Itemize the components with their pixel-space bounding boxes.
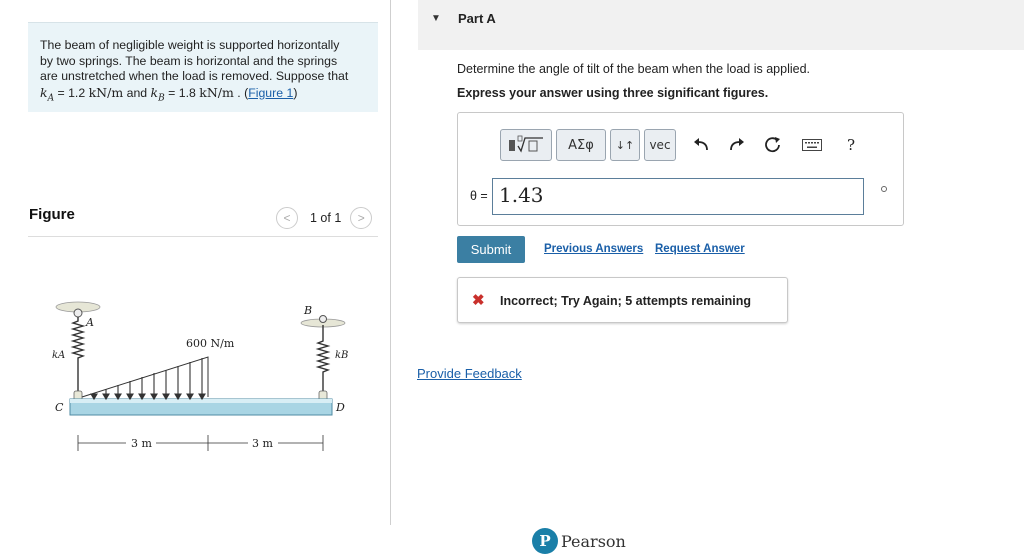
provide-feedback-link[interactable]: Provide Feedback — [417, 366, 522, 381]
dim-right-label: 3 m — [252, 437, 273, 450]
vec-label: vec — [649, 138, 671, 152]
answer-box — [457, 112, 904, 226]
collapse-caret-icon[interactable]: ▼ — [431, 13, 441, 24]
figure-divider — [28, 236, 378, 237]
label-kb: kB — [335, 350, 349, 361]
label-a: A — [86, 316, 94, 329]
load-label: 600 N/m — [186, 337, 235, 350]
feedback-message: Incorrect; Try Again; 5 attempts remaining — [500, 294, 751, 308]
answer-input[interactable]: 1.43 — [492, 178, 864, 215]
load-arrows — [91, 358, 205, 399]
left-pin — [74, 309, 82, 317]
request-answer-link[interactable]: Request Answer — [655, 243, 745, 255]
redo-icon — [729, 138, 745, 152]
incorrect-x-icon: ✖ — [472, 292, 485, 309]
pager-prev-button[interactable] — [276, 207, 298, 229]
problem-line-4 — [40, 85, 366, 107]
submit-button[interactable]: Submit — [457, 236, 525, 263]
problem-line-1: The beam of negligible weight is supported horizontally — [40, 38, 340, 52]
chevron-right-icon: > — [357, 211, 365, 225]
undo-button[interactable] — [686, 129, 716, 161]
part-title: Part A — [458, 11, 496, 26]
kb-unit: kN/m — [199, 84, 234, 100]
figure-pager — [276, 207, 372, 229]
spring-a — [73, 317, 83, 399]
label-d: D — [336, 401, 345, 414]
keyboard-button[interactable] — [794, 129, 830, 161]
chevron-left-icon: < — [283, 211, 291, 225]
right-pin — [320, 316, 327, 323]
figure-link[interactable]: Figure 1 — [248, 85, 294, 100]
problem-statement — [28, 22, 378, 112]
question-text: Determine the angle of tilt of the beam when the load is applied. — [457, 62, 810, 76]
column-divider — [390, 0, 391, 525]
math-toolbar — [500, 129, 866, 161]
ka-subscript: A — [47, 92, 55, 103]
pearson-brand — [532, 528, 626, 554]
ka-value: = 1.2 — [54, 85, 89, 100]
problem-line-2: by two springs. The beam is horizontal and the springs — [40, 53, 338, 68]
dimension-lines — [78, 435, 323, 451]
feedback-box — [457, 277, 788, 323]
keyboard-icon — [802, 139, 822, 151]
vector-button[interactable] — [644, 129, 676, 161]
instruction-text: Express your answer using three significant figures. — [457, 86, 769, 100]
problem-line-3: are unstretched when the load is removed. Suppose that — [40, 69, 349, 83]
previous-answers-link[interactable]: Previous Answers — [544, 243, 644, 255]
label-b: B — [304, 304, 313, 317]
variable-label: θ = — [470, 189, 488, 203]
beam-figure — [40, 295, 360, 465]
greek-symbols-button[interactable] — [556, 129, 606, 161]
pearson-name: Pearson — [561, 531, 626, 551]
ka-symbol: k — [40, 84, 48, 100]
help-icon: ? — [846, 136, 856, 154]
redo-button[interactable] — [722, 129, 752, 161]
kb-symbol: k — [150, 84, 159, 100]
subscript-superscript-button[interactable] — [610, 129, 640, 161]
kb-subscript: B — [158, 92, 165, 103]
arrows-label: ↓↑ — [615, 138, 635, 152]
pager-text: 1 of 1 — [310, 211, 342, 225]
figure-heading: Figure — [29, 206, 75, 223]
reset-button[interactable] — [758, 129, 788, 161]
reset-icon — [764, 136, 782, 154]
dim-left-label: 3 m — [131, 437, 152, 450]
help-button[interactable] — [836, 129, 866, 161]
period-text: . ( — [233, 85, 249, 100]
ka-unit: kN/m — [88, 84, 124, 100]
undo-icon — [693, 138, 709, 152]
templates-button[interactable] — [500, 129, 552, 161]
spring-b — [318, 325, 328, 399]
beam-highlight — [70, 399, 332, 403]
sqrt-template-icon — [507, 135, 545, 155]
label-ka: kA — [52, 350, 66, 361]
and-text: and — [123, 85, 151, 100]
pearson-logo-icon: P — [532, 528, 558, 554]
kb-value: = 1.8 — [164, 85, 200, 100]
pager-next-button[interactable] — [350, 207, 372, 229]
status-circle-icon — [881, 186, 887, 192]
label-c: C — [55, 401, 64, 414]
part-header[interactable] — [418, 0, 1024, 50]
close-paren: ) — [293, 85, 298, 100]
greek-label: ΑΣφ — [568, 137, 594, 153]
load-triangle — [82, 357, 208, 397]
